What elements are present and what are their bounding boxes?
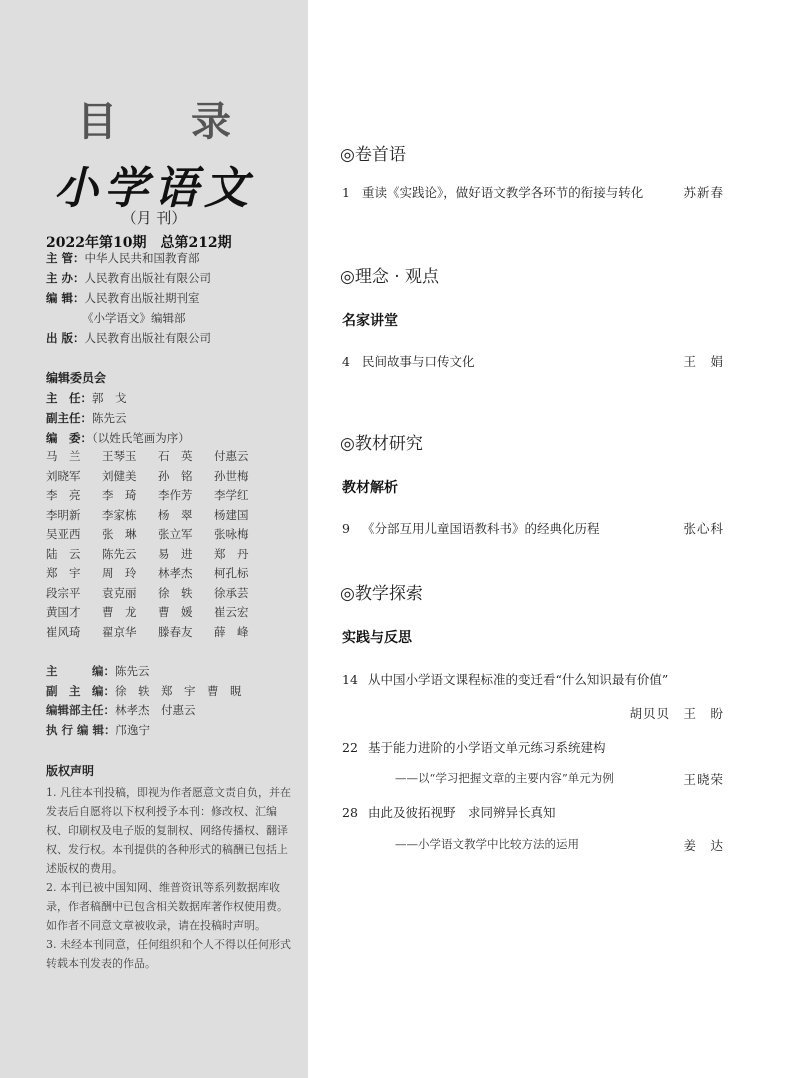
page-number: 14: [342, 672, 358, 687]
pub-row: 出 版：人民教育出版社有限公司: [46, 331, 212, 345]
article-title: 《分部互用儿童国语教科书》的经典化历程: [362, 521, 600, 536]
contents-heading: 目 录: [77, 98, 261, 145]
subsection-heading: 名家讲堂: [342, 313, 398, 329]
author: 张心科: [683, 521, 724, 536]
copyright-notice: [46, 762, 296, 973]
member-row: 郑 宇 周 玲 林孝杰 柯孔标: [46, 566, 249, 580]
copyright-item: 3. 未经本刊同意，任何组织和个人不得以任何形式转载本刊发表的作品。: [46, 938, 291, 970]
subsection-heading: 实践与反思: [342, 630, 412, 646]
publication-info: [46, 248, 211, 348]
page-number: 1: [342, 185, 350, 200]
article-title: 重读《实践论》，做好语文教学各环节的衔接与转化: [362, 185, 644, 200]
article-subtitle: ——以“学习把握文章的主要内容”单元为例: [395, 771, 614, 785]
issue-number: 2022年第10期 总第212期: [46, 235, 232, 251]
page-number: 4: [342, 354, 350, 369]
toc-entry[interactable]: [342, 183, 724, 201]
article-title: 从中国小学语文课程标准的变迁看“什么知识最有价值”: [368, 672, 669, 687]
article-subtitle-row: [395, 770, 724, 786]
pub-row: 主 管：中华人民共和国教育部: [46, 251, 200, 265]
page-number: 22: [342, 740, 358, 755]
author: 王 娟: [683, 354, 724, 369]
section-heading: ◎教学探索: [340, 584, 423, 604]
article-subtitle: ——小学语文教学中比较方法的运用: [395, 837, 579, 851]
article-title: 基于能力进阶的小学语文单元练习系统建构: [368, 740, 606, 755]
monthly-label: （月 刊）: [121, 209, 187, 227]
member-row: 马 兰 王琴玉 石 英 付惠云: [46, 449, 249, 463]
author: 苏新春: [683, 185, 724, 200]
member-row: 李明新 李家栋 杨 翠 杨建国: [46, 507, 249, 522]
editor-row: 执 行 编 辑：邝逸宁: [46, 722, 151, 737]
pub-row: 编 辑：人民教育出版社期刊室: [46, 291, 200, 305]
section-heading: ◎理念 · 观点: [340, 267, 440, 287]
member-row: 段宗平 袁克丽 徐 轶 徐承芸: [46, 585, 249, 600]
copyright-item: 1. 凡往本刊投稿，即视为作者愿意文责自负，并在发表后自愿将以下权利授予本刊：修改权、汇编权、印刷权及电子版的复制权、网络传播权、翻译权、发行权。本刊提供的各种形式的稿酬已包括上述版权的费用。: [46, 786, 291, 875]
pub-row: 主 办：人民教育出版社有限公司: [46, 271, 212, 285]
member-row: 黄国才 曹 龙 曹 媛 崔云宏: [46, 605, 249, 619]
toc-entry[interactable]: [342, 670, 724, 688]
committee-row: 编 委：（以姓氏笔画为序）: [46, 431, 190, 445]
pub-row: 《小学语文》编辑部: [82, 311, 186, 325]
copyright-heading: 版权声明: [46, 764, 95, 778]
author: 胡贝贝 王 盼: [629, 706, 724, 721]
member-row: 刘晓军 刘健美 孙 铭 孙世梅: [46, 468, 249, 483]
committee-info: [46, 368, 190, 448]
committee-members: [46, 448, 270, 643]
article-subtitle-row: [395, 836, 724, 852]
page-number: 9: [342, 521, 350, 536]
toc-entry[interactable]: [342, 803, 724, 821]
committee-row: 主 任：郭 戈: [46, 391, 127, 405]
subsection-heading: 教材解析: [342, 480, 398, 496]
article-title: 民间故事与口传文化: [362, 354, 475, 369]
editor-row: 副 主 编：徐 轶 郑 宇 曹 睍: [46, 683, 242, 698]
author: 姜 达: [683, 838, 724, 853]
member-row: 李 亮 李 琦 李作芳 李学红: [46, 488, 249, 502]
toc-entry[interactable]: [342, 738, 724, 756]
article-title: 由此及彼拓视野 求同辨异长真知: [368, 805, 556, 820]
toc-entry[interactable]: [342, 352, 724, 370]
page-number: 28: [342, 805, 358, 820]
toc-entry[interactable]: [342, 519, 724, 537]
section-heading: ◎教材研究: [340, 434, 423, 454]
editors-info: [46, 662, 242, 740]
member-row: 陆 云 陈先云 易 进 郑 丹: [46, 546, 249, 561]
editor-row: 主 编：陈先云: [46, 664, 150, 678]
committee-row: 副主任：陈先云: [46, 411, 127, 425]
member-row: 吴亚西 张 琳 张立军 张咏梅: [46, 527, 249, 541]
committee-heading: 编辑委员会: [46, 371, 107, 385]
member-row: 崔风琦 翟京华 滕春友 薛 峰: [46, 624, 249, 639]
magazine-title: 小学语文: [54, 163, 254, 214]
section-heading: ◎卷首语: [340, 145, 406, 165]
author: 王晓荣: [683, 772, 724, 787]
copyright-item: 2. 本刊已被中国知网、维普资讯等系列数据库收录，作者稿酬中已包含相关数据库著作权使用费。如作者不同意文章被收录，请在投稿时声明。: [46, 881, 288, 932]
editor-row: 编辑部主任：林孝杰 付惠云: [46, 703, 196, 717]
